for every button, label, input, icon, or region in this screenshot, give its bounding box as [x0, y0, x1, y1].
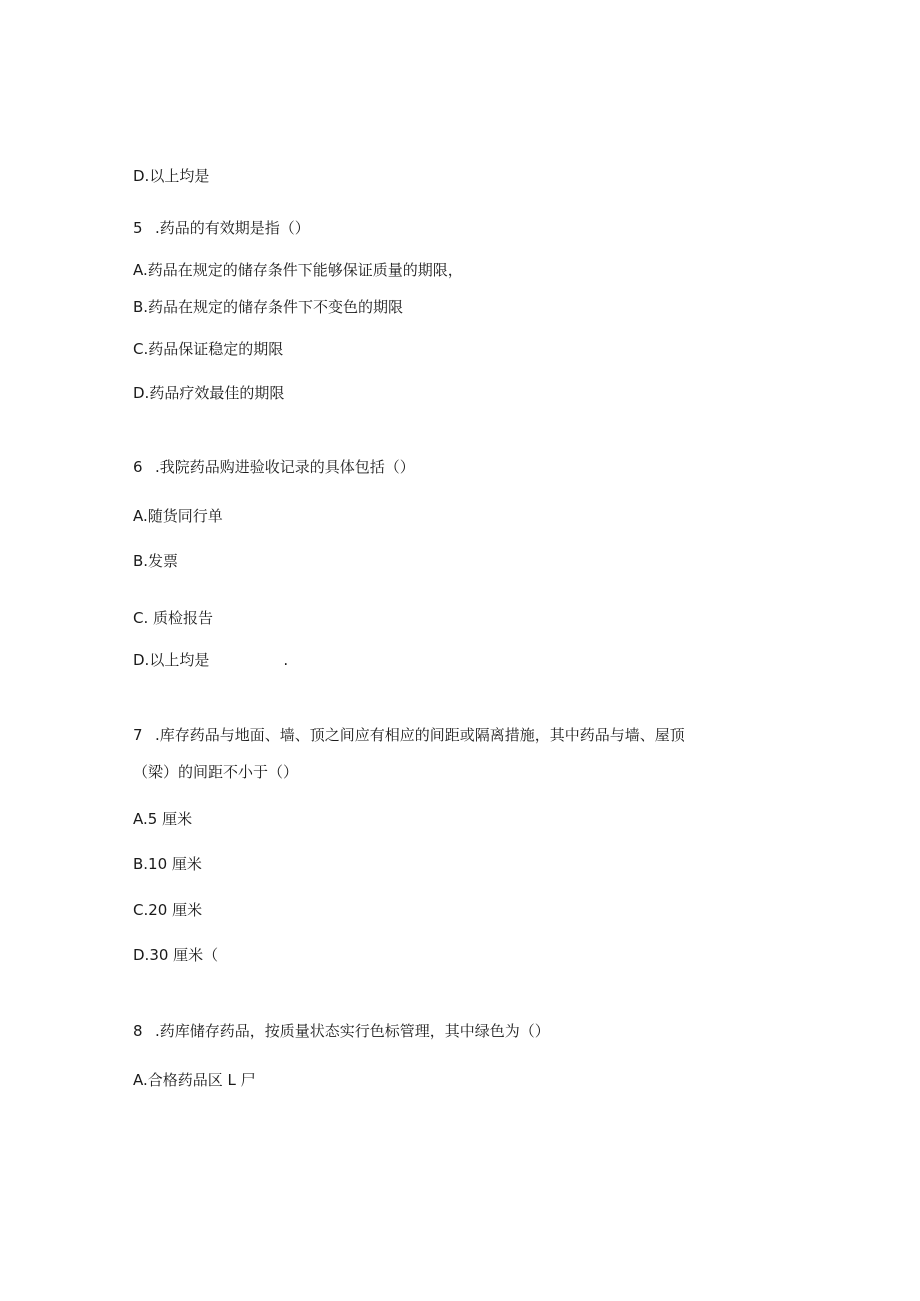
q7-option-d: D.30 厘米（	[133, 946, 219, 964]
q7-option-b: B.10 厘米	[133, 855, 202, 873]
q5-option-d: D.药品疗效最佳的期限	[133, 384, 285, 402]
q7-text: .库存药品与地面、墙、顶之间应有相应的间距或隔离措施，其中药品与墙、屋顶	[155, 726, 685, 744]
q8-number: 8	[133, 1022, 143, 1040]
q7-option-a: A.5 厘米	[133, 810, 193, 828]
q7-question-continued: （梁）的间距不小于（）	[133, 763, 299, 781]
q5-text: .药品的有效期是指（）	[155, 219, 310, 237]
q6-option-d-text: D.以上均是	[133, 651, 210, 669]
q6-number: 6	[133, 458, 143, 476]
q6-option-c: C. 质检报告	[133, 609, 214, 627]
q6-option-a: A.随货同行单	[133, 507, 223, 525]
q5-option-c: C.药品保证稳定的期限	[133, 340, 284, 358]
q5-question	[133, 218, 310, 238]
q6-option-b: B.发票	[133, 552, 179, 570]
q8-option-a: A.合格药品区 L 尸	[133, 1071, 256, 1089]
q8-question	[133, 1021, 550, 1041]
q8-text: .药库储存药品，按质量状态实行色标管理，其中绿色为（）	[155, 1022, 550, 1040]
q7-number: 7	[133, 726, 143, 744]
q5-option-a: A.药品在规定的储存条件下能够保证质量的期限，	[133, 261, 463, 279]
q6-option-d	[133, 650, 288, 670]
q5-number: 5	[133, 219, 143, 237]
q6-question	[133, 457, 415, 477]
q7-option-c: C.20 厘米	[133, 901, 203, 919]
q4-option-d: D.以上均是	[133, 167, 210, 185]
q5-option-b: B.药品在规定的储存条件下不变色的期限	[133, 298, 404, 316]
q7-question	[133, 725, 685, 745]
q6-text: .我院药品购进验收记录的具体包括（）	[155, 458, 415, 476]
q6-option-d-mark: .	[283, 651, 289, 669]
